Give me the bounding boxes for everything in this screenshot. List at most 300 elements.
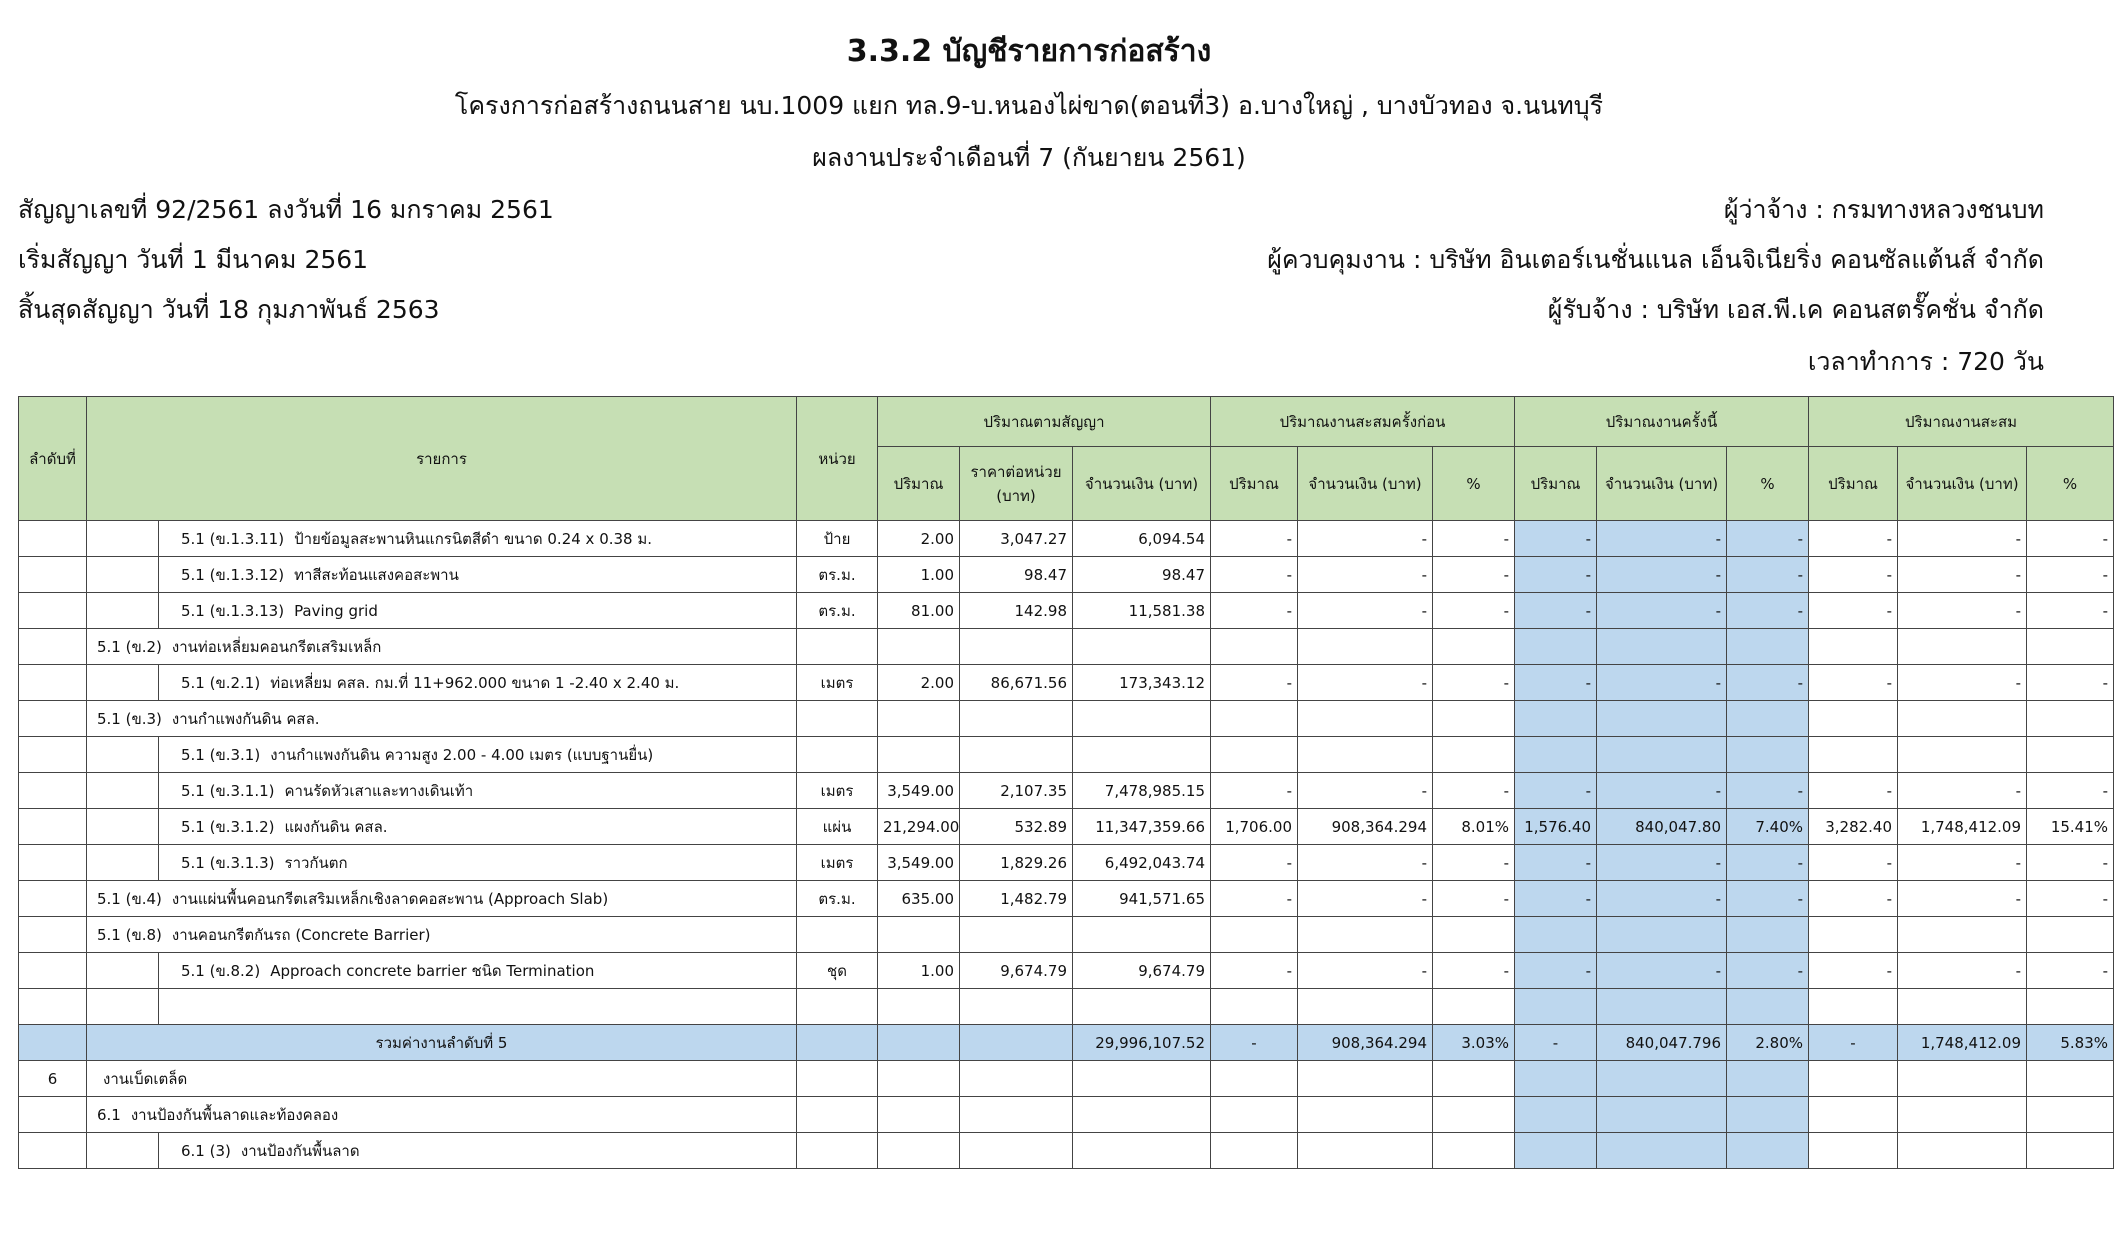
group-contract: ปริมาณตามสัญญา [878, 397, 1211, 447]
unit-price: 532.89 [960, 809, 1073, 845]
item-unit: ชุด [797, 953, 878, 989]
contract-qty [878, 1097, 960, 1133]
contract-amount [1073, 917, 1211, 953]
contract-qty [878, 1061, 960, 1097]
prev-qty [1211, 1097, 1298, 1133]
table-row [19, 557, 2114, 593]
prev-qty: - [1211, 521, 1298, 557]
page-title: 3.3.2 บัญชีรายการก่อสร้าง [846, 34, 1212, 69]
item-text: งานป้องกันพื้นลาด [240, 1141, 360, 1160]
item-description [159, 665, 797, 701]
prev-percent [1433, 737, 1515, 773]
item-unit [797, 917, 878, 953]
index-cell [87, 593, 159, 629]
item-unit: เมตร [797, 845, 878, 881]
current-percent: - [1727, 773, 1809, 809]
col-no: ลำดับที่ [19, 397, 87, 521]
total-pp: 3.03% [1433, 1025, 1515, 1061]
cum-percent [2027, 737, 2114, 773]
unit-price: 142.98 [960, 593, 1073, 629]
item-code: 5.1 (ข.1.3.12) [181, 565, 285, 584]
unit-price: 98.47 [960, 557, 1073, 593]
prev-amount: - [1298, 845, 1433, 881]
total-row [19, 1025, 2114, 1061]
cum-amount: - [1898, 845, 2027, 881]
prev-qty: - [1211, 557, 1298, 593]
table-row [19, 521, 2114, 557]
contract-number: สัญญาเลขที่ 92/2561 ลงวันที่ 16 มกราคม 2561 [18, 195, 554, 224]
cum-qty [1809, 701, 1898, 737]
col-contract-amount: จำนวนเงิน (บาท) [1073, 447, 1211, 521]
current-amount [1597, 737, 1727, 773]
prev-qty: - [1211, 773, 1298, 809]
current-percent: - [1727, 557, 1809, 593]
cum-percent: - [2027, 593, 2114, 629]
current-qty: - [1515, 953, 1597, 989]
contract-qty [878, 989, 960, 1025]
contract-amount [1073, 1097, 1211, 1133]
table-row [19, 1061, 2114, 1097]
item-unit [797, 989, 878, 1025]
item-text: ราวกันตก [284, 853, 348, 872]
item-unit: ตร.ม. [797, 557, 878, 593]
contract-amount [1073, 1061, 1211, 1097]
prev-qty [1211, 1133, 1298, 1169]
cum-amount [1898, 1097, 2027, 1133]
prev-amount [1298, 629, 1433, 665]
item-number [19, 701, 87, 737]
current-amount: - [1597, 845, 1727, 881]
total-cp: 2.80% [1727, 1025, 1809, 1061]
cum-qty: - [1809, 665, 1898, 701]
cum-percent: 15.41% [2027, 809, 2114, 845]
prev-qty: - [1211, 593, 1298, 629]
unit-price: 9,674.79 [960, 953, 1073, 989]
prev-amount: 908,364.294 [1298, 809, 1433, 845]
current-percent: - [1727, 521, 1809, 557]
item-code: 5.1 (ข.2) [97, 637, 162, 656]
cum-amount [1898, 629, 2027, 665]
unit-price [960, 737, 1073, 773]
item-code: 5.1 (ข.3.1.2) [181, 817, 275, 836]
index-cell [87, 845, 159, 881]
item-number [19, 593, 87, 629]
current-percent: - [1727, 953, 1809, 989]
item-unit [797, 1133, 878, 1169]
prev-amount [1298, 917, 1433, 953]
table-row [19, 1097, 2114, 1133]
contract-qty: 635.00 [878, 881, 960, 917]
current-amount: - [1597, 593, 1727, 629]
prev-amount: - [1298, 665, 1433, 701]
prev-percent [1433, 1061, 1515, 1097]
item-code: 6.1 [97, 1105, 121, 1124]
current-qty [1515, 737, 1597, 773]
contract-qty: 1.00 [878, 557, 960, 593]
item-description [159, 521, 797, 557]
report-period: ผลงานประจำเดือนที่ 7 (กันยายน 2561) [812, 143, 1246, 172]
prev-percent [1433, 701, 1515, 737]
current-amount [1597, 917, 1727, 953]
prev-qty [1211, 629, 1298, 665]
current-qty [1515, 917, 1597, 953]
cum-qty [1809, 1061, 1898, 1097]
cum-qty: - [1809, 881, 1898, 917]
prev-amount [1298, 1133, 1433, 1169]
contract-amount: 7,478,985.15 [1073, 773, 1211, 809]
prev-amount [1298, 737, 1433, 773]
prev-amount [1298, 1061, 1433, 1097]
item-code: 5.1 (ข.2.1) [181, 673, 261, 692]
current-amount [1597, 989, 1727, 1025]
contract-qty: 3,549.00 [878, 773, 960, 809]
item-number [19, 953, 87, 989]
cum-qty: - [1809, 845, 1898, 881]
cum-amount [1898, 1133, 2027, 1169]
table-body [19, 521, 2114, 1169]
cum-percent: - [2027, 773, 2114, 809]
item-unit [797, 1097, 878, 1133]
cum-amount [1898, 917, 2027, 953]
current-percent: - [1727, 881, 1809, 917]
table-row [19, 845, 2114, 881]
item-unit: เมตร [797, 665, 878, 701]
item-unit: ป้าย [797, 521, 878, 557]
item-description [159, 593, 797, 629]
cum-qty: - [1809, 773, 1898, 809]
contract-qty [878, 737, 960, 773]
current-qty: - [1515, 557, 1597, 593]
cum-amount: - [1898, 953, 2027, 989]
current-percent [1727, 917, 1809, 953]
total-pa: 908,364.294 [1298, 1025, 1433, 1061]
current-percent [1727, 989, 1809, 1025]
item-description [159, 989, 797, 1025]
contract-amount: 6,094.54 [1073, 521, 1211, 557]
current-qty: - [1515, 521, 1597, 557]
item-text: งานท่อเหลี่ยมคอนกรีตเสริมเหล็ก [171, 637, 382, 656]
current-amount [1597, 1097, 1727, 1133]
table-row [19, 773, 2114, 809]
col-prev-amount: จำนวนเงิน (บาท) [1298, 447, 1433, 521]
cum-qty: - [1809, 521, 1898, 557]
item-unit [797, 701, 878, 737]
cum-percent [2027, 989, 2114, 1025]
contract-qty: 2.00 [878, 521, 960, 557]
item-description [87, 881, 797, 917]
prev-percent: - [1433, 881, 1515, 917]
unit-price [960, 1133, 1073, 1169]
col-item: รายการ [87, 397, 797, 521]
table-row [19, 881, 2114, 917]
item-text: งานกำแพงกันดิน ความสูง 2.00 - 4.00 เมตร (แบบฐานยื่น) [270, 745, 654, 764]
item-text: งานป้องกันพื้นลาดและท้องคลอง [130, 1105, 339, 1124]
item-description [159, 737, 797, 773]
item-text: งานกำแพงกันดิน คสล. [171, 709, 320, 728]
cum-amount: - [1898, 521, 2027, 557]
prev-percent [1433, 629, 1515, 665]
current-amount: 840,047.80 [1597, 809, 1727, 845]
contract-amount [1073, 701, 1211, 737]
prev-amount: - [1298, 557, 1433, 593]
item-code: 5.1 (ข.3) [97, 709, 162, 728]
prev-amount [1298, 989, 1433, 1025]
item-description [159, 1133, 797, 1169]
total-no [19, 1025, 87, 1061]
prev-qty: - [1211, 665, 1298, 701]
col-current-qty: ปริมาณ [1515, 447, 1597, 521]
cum-qty [1809, 1133, 1898, 1169]
prev-percent: - [1433, 593, 1515, 629]
cum-qty: - [1809, 593, 1898, 629]
contract-qty: 81.00 [878, 593, 960, 629]
cum-amount [1898, 701, 2027, 737]
current-amount: - [1597, 953, 1727, 989]
work-duration: เวลาทำการ : 720 วัน [1807, 347, 2044, 376]
cum-amount: - [1898, 557, 2027, 593]
unit-price [960, 989, 1073, 1025]
item-text: Paving grid [294, 601, 378, 620]
cum-percent: - [2027, 521, 2114, 557]
table-row [19, 989, 2114, 1025]
cum-amount: - [1898, 593, 2027, 629]
total-contract-amount: 29,996,107.52 [1073, 1025, 1211, 1061]
col-contract-qty: ปริมาณ [878, 447, 960, 521]
col-prev-percent: % [1433, 447, 1515, 521]
unit-price [960, 1097, 1073, 1133]
table-row [19, 665, 2114, 701]
current-amount [1597, 629, 1727, 665]
unit-price: 1,482.79 [960, 881, 1073, 917]
current-percent: - [1727, 665, 1809, 701]
cum-qty: - [1809, 953, 1898, 989]
current-qty [1515, 1061, 1597, 1097]
current-amount [1597, 1061, 1727, 1097]
current-qty: 1,576.40 [1515, 809, 1597, 845]
index-cell [87, 737, 159, 773]
contract-amount [1073, 1133, 1211, 1169]
table-row [19, 917, 2114, 953]
cum-qty [1809, 989, 1898, 1025]
item-unit [797, 629, 878, 665]
index-cell [87, 809, 159, 845]
contract-amount: 9,674.79 [1073, 953, 1211, 989]
group-previous: ปริมาณงานสะสมครั้งก่อน [1211, 397, 1515, 447]
item-number [19, 809, 87, 845]
item-number [19, 917, 87, 953]
cum-percent: - [2027, 881, 2114, 917]
contract-amount: 173,343.12 [1073, 665, 1211, 701]
item-unit: เมตร [797, 773, 878, 809]
item-description [159, 845, 797, 881]
item-description [159, 557, 797, 593]
item-unit [797, 737, 878, 773]
item-text: งานคอนกรีตกันรถ (Concrete Barrier) [171, 925, 431, 944]
unit-price: 86,671.56 [960, 665, 1073, 701]
prev-percent: - [1433, 773, 1515, 809]
cum-percent: - [2027, 953, 2114, 989]
cum-percent [2027, 629, 2114, 665]
col-unit: หน่วย [797, 397, 878, 521]
item-unit [797, 1061, 878, 1097]
col-cumulative-amount: จำนวนเงิน (บาท) [1898, 447, 2027, 521]
col-unit-price: ราคาต่อหน่วย (บาท) [960, 447, 1073, 521]
item-number [19, 1097, 87, 1133]
prev-qty: - [1211, 881, 1298, 917]
contract-amount: 6,492,043.74 [1073, 845, 1211, 881]
contract-amount: 11,581.38 [1073, 593, 1211, 629]
cum-amount [1898, 1061, 2027, 1097]
contract-amount [1073, 629, 1211, 665]
cum-percent: - [2027, 845, 2114, 881]
contract-amount: 98.47 [1073, 557, 1211, 593]
prev-percent: - [1433, 557, 1515, 593]
prev-percent: - [1433, 953, 1515, 989]
item-number [19, 557, 87, 593]
table-row [19, 593, 2114, 629]
prev-amount [1298, 701, 1433, 737]
prev-percent [1433, 989, 1515, 1025]
prev-qty: - [1211, 845, 1298, 881]
item-number: 6 [19, 1061, 87, 1097]
contract-qty: 21,294.00 [878, 809, 960, 845]
index-cell [87, 665, 159, 701]
prev-percent [1433, 1133, 1515, 1169]
current-amount: - [1597, 521, 1727, 557]
current-percent [1727, 1061, 1809, 1097]
current-percent: 7.40% [1727, 809, 1809, 845]
cum-percent [2027, 1097, 2114, 1133]
prev-amount: - [1298, 593, 1433, 629]
prev-percent [1433, 917, 1515, 953]
item-text: แผงกันดิน คสล. [284, 817, 388, 836]
item-description [87, 917, 797, 953]
cum-amount: 1,748,412.09 [1898, 809, 2027, 845]
item-description [87, 1061, 797, 1097]
current-qty: - [1515, 881, 1597, 917]
item-text: งานเบ็ดเตล็ด [103, 1069, 188, 1088]
item-number [19, 881, 87, 917]
total-unit [797, 1025, 878, 1061]
current-percent: - [1727, 593, 1809, 629]
item-text: งานแผ่นพื้นคอนกรีตเสริมเหล็กเชิงลาดคอสะพาน (Approach Slab) [171, 889, 609, 908]
item-text: ทาสีสะท้อนแสงคอสะพาน [294, 565, 459, 584]
current-qty: - [1515, 845, 1597, 881]
item-number [19, 989, 87, 1025]
unit-price: 1,829.26 [960, 845, 1073, 881]
cum-qty: - [1809, 557, 1898, 593]
total-ca: 840,047.796 [1597, 1025, 1727, 1061]
table-row [19, 701, 2114, 737]
prev-percent: - [1433, 845, 1515, 881]
item-number [19, 773, 87, 809]
item-code: 5.1 (ข.8) [97, 925, 162, 944]
item-unit: แผ่น [797, 809, 878, 845]
contract-amount [1073, 737, 1211, 773]
item-description [159, 773, 797, 809]
item-description [87, 629, 797, 665]
col-cumulative-qty: ปริมาณ [1809, 447, 1898, 521]
prev-qty: 1,706.00 [1211, 809, 1298, 845]
prev-percent: - [1433, 521, 1515, 557]
item-code: 5.1 (ข.3.1.1) [181, 781, 275, 800]
prev-percent [1433, 1097, 1515, 1133]
cum-percent [2027, 917, 2114, 953]
item-description [159, 809, 797, 845]
index-cell [87, 1133, 159, 1169]
construction-items-table [18, 396, 2114, 1169]
table-row [19, 953, 2114, 989]
item-code: 6.1 (3) [181, 1141, 231, 1160]
unit-price [960, 1061, 1073, 1097]
index-cell [87, 521, 159, 557]
item-code: 5.1 (ข.1.3.13) [181, 601, 285, 620]
cum-amount [1898, 737, 2027, 773]
cum-amount: - [1898, 665, 2027, 701]
item-unit: ตร.ม. [797, 593, 878, 629]
total-sa: 1,748,412.09 [1898, 1025, 2027, 1061]
current-qty [1515, 701, 1597, 737]
prev-amount: - [1298, 521, 1433, 557]
unit-price [960, 629, 1073, 665]
current-amount: - [1597, 881, 1727, 917]
unit-price: 2,107.35 [960, 773, 1073, 809]
cum-percent [2027, 1133, 2114, 1169]
cum-amount: - [1898, 881, 2027, 917]
contract-qty [878, 917, 960, 953]
total-contract-qty [878, 1025, 960, 1061]
col-current-amount: จำนวนเงิน (บาท) [1597, 447, 1727, 521]
current-qty: - [1515, 773, 1597, 809]
total-unit-price [960, 1025, 1073, 1061]
contract-qty: 1.00 [878, 953, 960, 989]
item-number [19, 737, 87, 773]
item-code: 5.1 (ข.3.1.3) [181, 853, 275, 872]
cum-amount [1898, 989, 2027, 1025]
current-qty: - [1515, 665, 1597, 701]
project-name: โครงการก่อสร้างถนนสาย นบ.1009 แยก ทล.9-บ.หนองไผ่ขาด(ตอนที่3) อ.บางใหญ่ , บางบัวทอง จ.นนทบุรี [454, 91, 1604, 120]
cum-qty: 3,282.40 [1809, 809, 1898, 845]
current-percent: - [1727, 845, 1809, 881]
index-cell [87, 953, 159, 989]
cum-percent [2027, 1061, 2114, 1097]
cum-percent [2027, 701, 2114, 737]
item-code: 5.1 (ข.3.1) [181, 745, 261, 764]
contract-qty [878, 1133, 960, 1169]
prev-amount: - [1298, 953, 1433, 989]
item-text: ท่อเหลี่ยม คสล. กม.ที่ 11+962.000 ขนาด 1 -2.40 x 2.40 ม. [270, 673, 680, 692]
unit-price [960, 917, 1073, 953]
group-cumulative: ปริมาณงานสะสม [1809, 397, 2114, 447]
table-row [19, 1133, 2114, 1169]
contract-qty: 3,549.00 [878, 845, 960, 881]
item-description [87, 701, 797, 737]
contract-qty [878, 629, 960, 665]
supervisor: ผู้ควบคุมงาน : บริษัท อินเตอร์เนชั่นแนล เอ็นจิเนียริ่ง คอนซัลแต้นส์ จำกัด [1267, 245, 2044, 274]
total-pq: - [1211, 1025, 1298, 1061]
prev-percent: 8.01% [1433, 809, 1515, 845]
col-current-percent: % [1727, 447, 1809, 521]
total-sp: 5.83% [2027, 1025, 2114, 1061]
item-description [159, 953, 797, 989]
prev-qty [1211, 701, 1298, 737]
prev-amount [1298, 1097, 1433, 1133]
cum-amount: - [1898, 773, 2027, 809]
current-qty [1515, 1097, 1597, 1133]
contractor: ผู้รับจ้าง : บริษัท เอส.พี.เค คอนสตรั๊คชั่น จำกัด [1547, 295, 2044, 324]
total-sq: - [1809, 1025, 1898, 1061]
prev-amount: - [1298, 773, 1433, 809]
